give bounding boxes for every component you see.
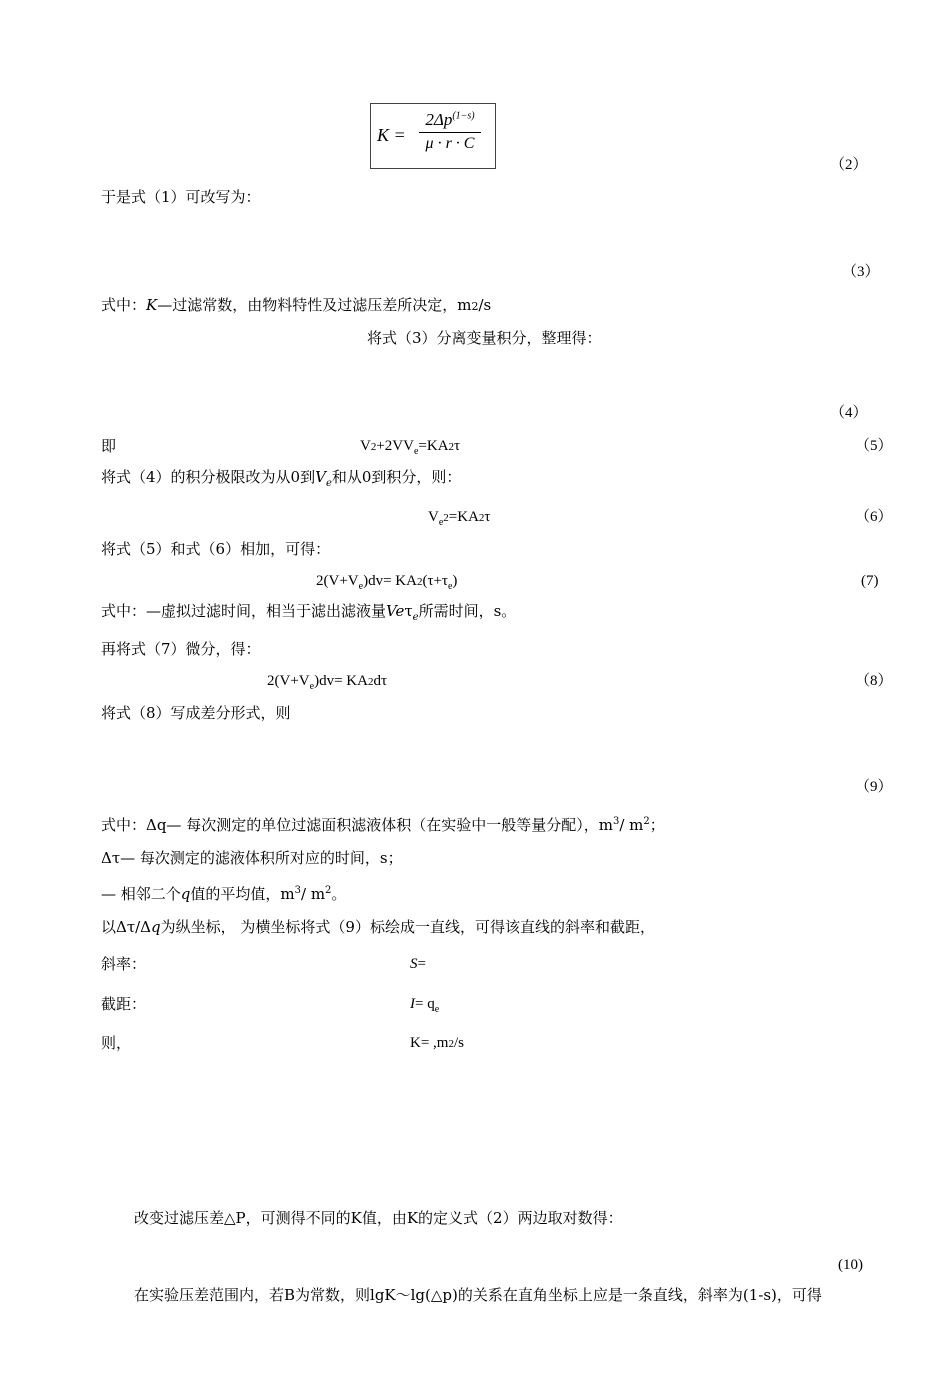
paragraph-limits: 将式（4）的积分极限改为从0到$V_e$和从0到积分，则： xyxy=(101,468,462,489)
eq-number-9: （9） xyxy=(855,779,893,795)
eq-number-6: （6） xyxy=(855,509,893,525)
label-ji: 即 xyxy=(101,437,117,455)
paragraph-log-relation: 在实验压差范围内，若B为常数，则lgK～lg(△p)的关系在直角坐标上应是一条直线，斜率为(1-s)，可得 xyxy=(134,1286,822,1304)
paragraph-integrate: 将式（3）分离变量积分，整理得： xyxy=(367,329,602,347)
equation-8: $2(V+V_e)dv= KA2d\tau$ xyxy=(267,673,387,692)
formula-2-image xyxy=(370,103,496,169)
formula-2-denominator: μ · r · C xyxy=(425,135,475,152)
formula-2-lhs: K = xyxy=(377,125,406,145)
slope-label: 斜率： xyxy=(101,955,147,973)
definition-q-average: — 相邻二个q值的平均值，$m^3/$ $m^2$。 xyxy=(101,885,347,903)
eq-number-2: （2） xyxy=(830,157,868,173)
paragraph-differentiate: 再将式（7）微分，得： xyxy=(101,640,261,658)
equation-7: $2(V+V_e)dv= KA2(\tau+\tau_e)$ xyxy=(316,573,458,592)
paragraph-pressure: 改变过滤压差△P，可测得不同的K值，由K的定义式（2）两边取对数得： xyxy=(134,1209,623,1227)
paragraph-k-definition: 式中：K—过滤常数，由物料特性及过滤压差所决定，m2/s xyxy=(101,296,492,314)
equation-5: $V2+2VV_e=KA2\tau$ xyxy=(360,438,461,457)
eq-number-3: （3） xyxy=(842,264,880,280)
then-label: 则， xyxy=(101,1034,132,1052)
eq-number-10: (10) xyxy=(838,1257,863,1273)
eq-number-7: (7) xyxy=(861,573,879,589)
formula-2-numerator: $2\Delta p^{(1-s)}$ xyxy=(425,110,475,129)
intercept-value: $I= q_e$ xyxy=(410,996,440,1015)
eq-number-4: （4） xyxy=(830,405,868,421)
equation-6: $V_e2=KA2\tau$ xyxy=(428,509,491,528)
paragraph-difference-form: 将式（8）写成差分形式，则 xyxy=(101,704,291,722)
paragraph-plot: 以Δτ/Δq为纵坐标， 为横坐标将式（9）标绘成一直线，可得该直线的斜率和截距， xyxy=(101,918,655,936)
definition-delta-q: 式中：Δq— 每次测定的单位过滤面积滤液体积（在实验中一般等量分配），$m^3/$ $m^2$； xyxy=(101,816,665,834)
definition-delta-tau: Δτ— 每次测定的滤液体积所对应的时间，s； xyxy=(101,849,403,867)
slope-value: S= xyxy=(410,956,426,972)
eq-number-5: （5） xyxy=(855,438,893,454)
paragraph-virtual-time: 式中：—虚拟过滤时间，相当于滤出滤液量Veτ$_e$所需时间，s。 xyxy=(101,602,517,623)
eq-number-8: （8） xyxy=(855,673,893,689)
formula-2-fraction xyxy=(419,110,481,153)
k-value: K= ,m2/s xyxy=(410,1035,464,1051)
paragraph-rewrite: 于是式（1）可改写为： xyxy=(101,188,261,206)
fraction-bar xyxy=(419,132,481,133)
paragraph-add: 将式（5）和式（6）相加，可得： xyxy=(101,540,331,558)
intercept-label: 截距： xyxy=(101,995,147,1013)
